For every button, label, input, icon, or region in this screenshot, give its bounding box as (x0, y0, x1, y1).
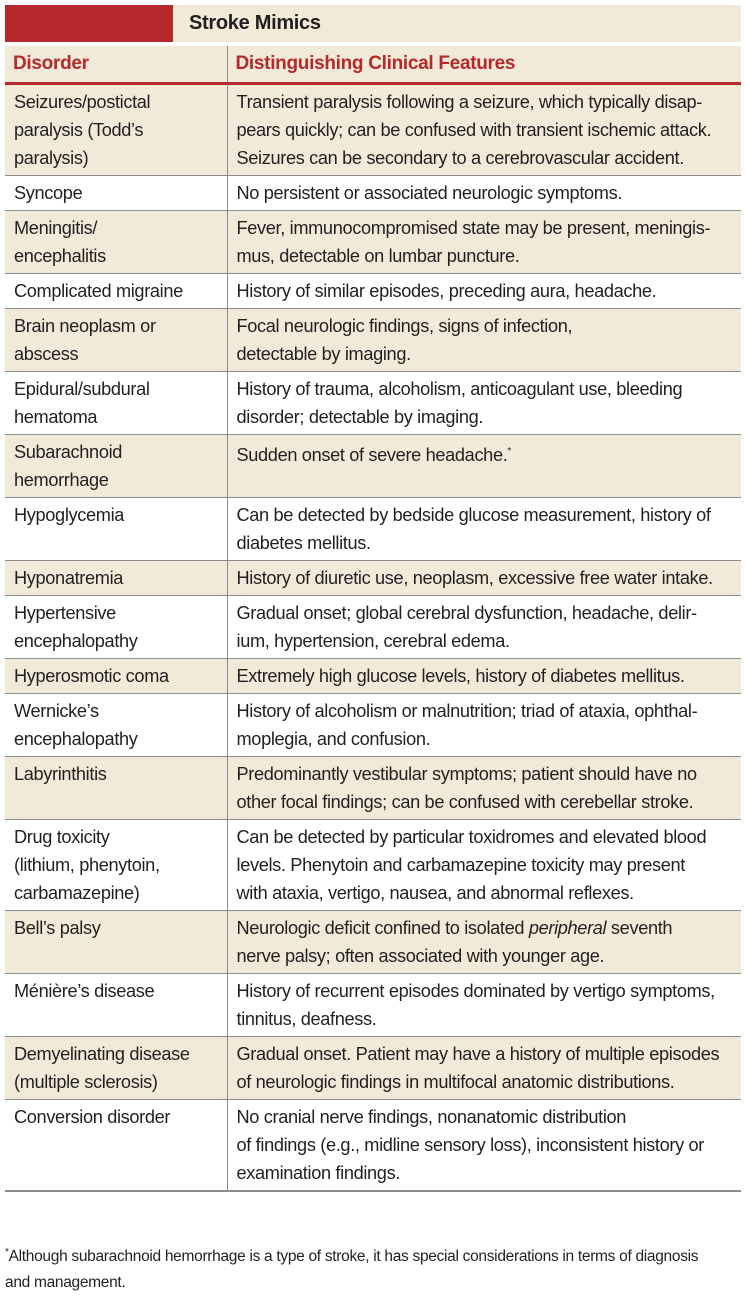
disorder-cell (5, 820, 227, 911)
table-row (5, 596, 741, 659)
disorder-line: encephalopathy (14, 729, 138, 749)
disorder-line: carbamazepine) (14, 883, 140, 903)
features-line: moplegia, and confusion. (236, 729, 431, 749)
features-line: Extremely high glucose levels, history of diabetes mellitus. (236, 666, 685, 686)
table-row (5, 372, 741, 435)
features-cell (227, 84, 741, 176)
table-row (5, 561, 741, 596)
disorder-line: Demyelinating disease (14, 1044, 190, 1064)
features-cell (227, 911, 741, 974)
table-row (5, 498, 741, 561)
table-row (5, 435, 741, 498)
table-row (5, 176, 741, 211)
features-cell (227, 1100, 741, 1192)
disorder-cell (5, 974, 227, 1037)
table-row (5, 659, 741, 694)
disorder-line: encephalitis (14, 246, 106, 266)
disorder-line: abscess (14, 344, 79, 364)
features-line: History of diuretic use, neoplasm, excessive free water intake. (236, 568, 713, 588)
table-row (5, 820, 741, 911)
disorder-line: Hypertensive (14, 603, 116, 623)
disorder-line: Hyperosmotic coma (14, 666, 169, 686)
features-cell (227, 757, 741, 820)
features-line: of neurologic findings in multifocal anatomic distributions. (236, 1072, 675, 1092)
disorder-cell (5, 372, 227, 435)
table-row (5, 911, 741, 974)
features-line: pears quickly; can be confused with transient ischemic attack. (236, 120, 712, 140)
table-row (5, 1037, 741, 1100)
disorder-cell (5, 309, 227, 372)
features-line: Neurologic deficit confined to isolated (236, 918, 529, 938)
footnote-reference-mark: * (507, 446, 511, 457)
features-cell (227, 596, 741, 659)
table-row (5, 1100, 741, 1192)
features-cell (227, 274, 741, 309)
title-accent-block (5, 5, 173, 42)
footnote (5, 1240, 741, 1296)
features-cell (227, 820, 741, 911)
disorder-cell (5, 596, 227, 659)
features-line: Predominantly vestibular symptoms; patient should have no (236, 764, 697, 784)
column-header-features: Distinguishing Clinical Features (227, 46, 741, 84)
features-line: ium, hypertension, cerebral edema. (236, 631, 510, 651)
features-line: Fever, immunocompromised state may be present, meningis- (236, 218, 711, 238)
disorder-line: Epidural/subdural (14, 379, 150, 399)
disorder-cell (5, 211, 227, 274)
footnote-line-1: Although subarachnoid hemorrhage is a type of stroke, it has special considerations in terms of diagnosis (8, 1248, 699, 1265)
disorder-cell (5, 84, 227, 176)
features-line: seventh (606, 918, 673, 938)
features-line: nerve palsy; often associated with younger age. (236, 946, 605, 966)
features-line: with ataxia, vertigo, nausea, and abnormal reflexes. (236, 883, 634, 903)
features-line: Can be detected by particular toxidromes and elevated blood (236, 827, 707, 847)
disorder-line: Hyponatremia (14, 568, 124, 588)
disorder-line: encephalopathy (14, 631, 138, 651)
features-line: Can be detected by bedside glucose measurement, history of (236, 505, 711, 525)
features-cell (227, 694, 741, 757)
features-line: History of alcoholism or malnutrition; triad of ataxia, ophthal- (236, 701, 698, 721)
disorder-line: Bell’s palsy (14, 918, 101, 938)
table-row (5, 309, 741, 372)
table-title-bar (5, 5, 741, 42)
features-cell (227, 498, 741, 561)
table-row (5, 84, 741, 176)
disorder-line: paralysis) (14, 148, 89, 168)
table-row (5, 757, 741, 820)
features-line: disorder; detectable by imaging. (236, 407, 484, 427)
features-line: Transient paralysis following a seizure, which typically disap- (236, 92, 703, 112)
features-line: mus, detectable on lumbar puncture. (236, 246, 520, 266)
features-cell (227, 561, 741, 596)
disorder-line: (multiple sclerosis) (14, 1072, 158, 1092)
disorder-cell (5, 498, 227, 561)
disorder-line: Complicated migraine (14, 281, 183, 301)
features-cell (227, 659, 741, 694)
features-line: History of recurrent episodes dominated by vertigo symptoms, (236, 981, 715, 1001)
features-line: detectable by imaging. (236, 344, 411, 364)
features-cell (227, 211, 741, 274)
features-line: other focal findings; can be confused with cerebellar stroke. (236, 792, 694, 812)
stroke-mimics-table (5, 46, 741, 1192)
features-line: Seizures can be secondary to a cerebrovascular accident. (236, 148, 684, 168)
disorder-cell (5, 274, 227, 309)
disorder-line: Drug toxicity (14, 827, 110, 847)
features-line: Focal neurologic findings, signs of infection, (236, 316, 573, 336)
disorder-cell (5, 659, 227, 694)
features-line: examination findings. (236, 1163, 401, 1183)
disorder-cell (5, 694, 227, 757)
features-line: History of similar episodes, preceding aura, headache. (236, 281, 657, 301)
disorder-line: Seizures/postictal (14, 92, 151, 112)
disorder-line: hemorrhage (14, 470, 109, 490)
features-line: Gradual onset; global cerebral dysfunction, headache, delir- (236, 603, 697, 623)
features-line: levels. Phenytoin and carbamazepine toxicity may present (236, 855, 685, 875)
features-line: Sudden onset of severe headache. (236, 445, 508, 465)
table-title: Stroke Mimics (189, 12, 321, 34)
features-line: tinnitus, deafness. (236, 1009, 377, 1029)
disorder-line: paralysis (Todd’s (14, 120, 144, 140)
table-row (5, 694, 741, 757)
disorder-line: Conversion disorder (14, 1107, 171, 1127)
disorder-line: Hypoglycemia (14, 505, 125, 525)
table-row (5, 274, 741, 309)
disorder-line: Brain neoplasm or (14, 316, 156, 336)
disorder-line: Ménière’s disease (14, 981, 155, 1001)
footnote-mark: * (5, 1247, 9, 1258)
features-line: No cranial nerve findings, nonanatomic distribution (236, 1107, 627, 1127)
features-line: diabetes mellitus. (236, 533, 371, 553)
disorder-cell (5, 561, 227, 596)
disorder-line: Wernicke’s (14, 701, 99, 721)
column-header-disorder: Disorder (5, 46, 227, 84)
features-cell (227, 974, 741, 1037)
footnote-line-2: and management. (5, 1274, 126, 1291)
features-cell (227, 435, 741, 498)
disorder-cell (5, 757, 227, 820)
features-line: of findings (e.g., midline sensory loss), inconsistent history or (236, 1135, 705, 1155)
features-line: History of trauma, alcoholism, anticoagulant use, bleeding (236, 379, 683, 399)
features-cell (227, 176, 741, 211)
features-cell (227, 309, 741, 372)
table-header-row (5, 46, 741, 84)
disorder-line: (lithium, phenytoin, (14, 855, 160, 875)
disorder-line: Meningitis/ (14, 218, 98, 238)
disorder-cell (5, 1100, 227, 1192)
disorder-cell (5, 1037, 227, 1100)
features-line: No persistent or associated neurologic symptoms. (236, 183, 623, 203)
disorder-cell (5, 911, 227, 974)
features-cell (227, 1037, 741, 1100)
disorder-line: Labyrinthitis (14, 764, 107, 784)
disorder-cell (5, 176, 227, 211)
disorder-line: Subarachnoid (14, 442, 123, 462)
disorder-line: hematoma (14, 407, 98, 427)
disorder-cell (5, 435, 227, 498)
table-row (5, 211, 741, 274)
disorder-line: Syncope (14, 183, 83, 203)
features-cell (227, 372, 741, 435)
table-body (5, 84, 741, 1192)
features-line: Gradual onset. Patient may have a history of multiple episodes (236, 1044, 720, 1064)
features-emphasis: peripheral (528, 918, 607, 938)
table-row (5, 974, 741, 1037)
